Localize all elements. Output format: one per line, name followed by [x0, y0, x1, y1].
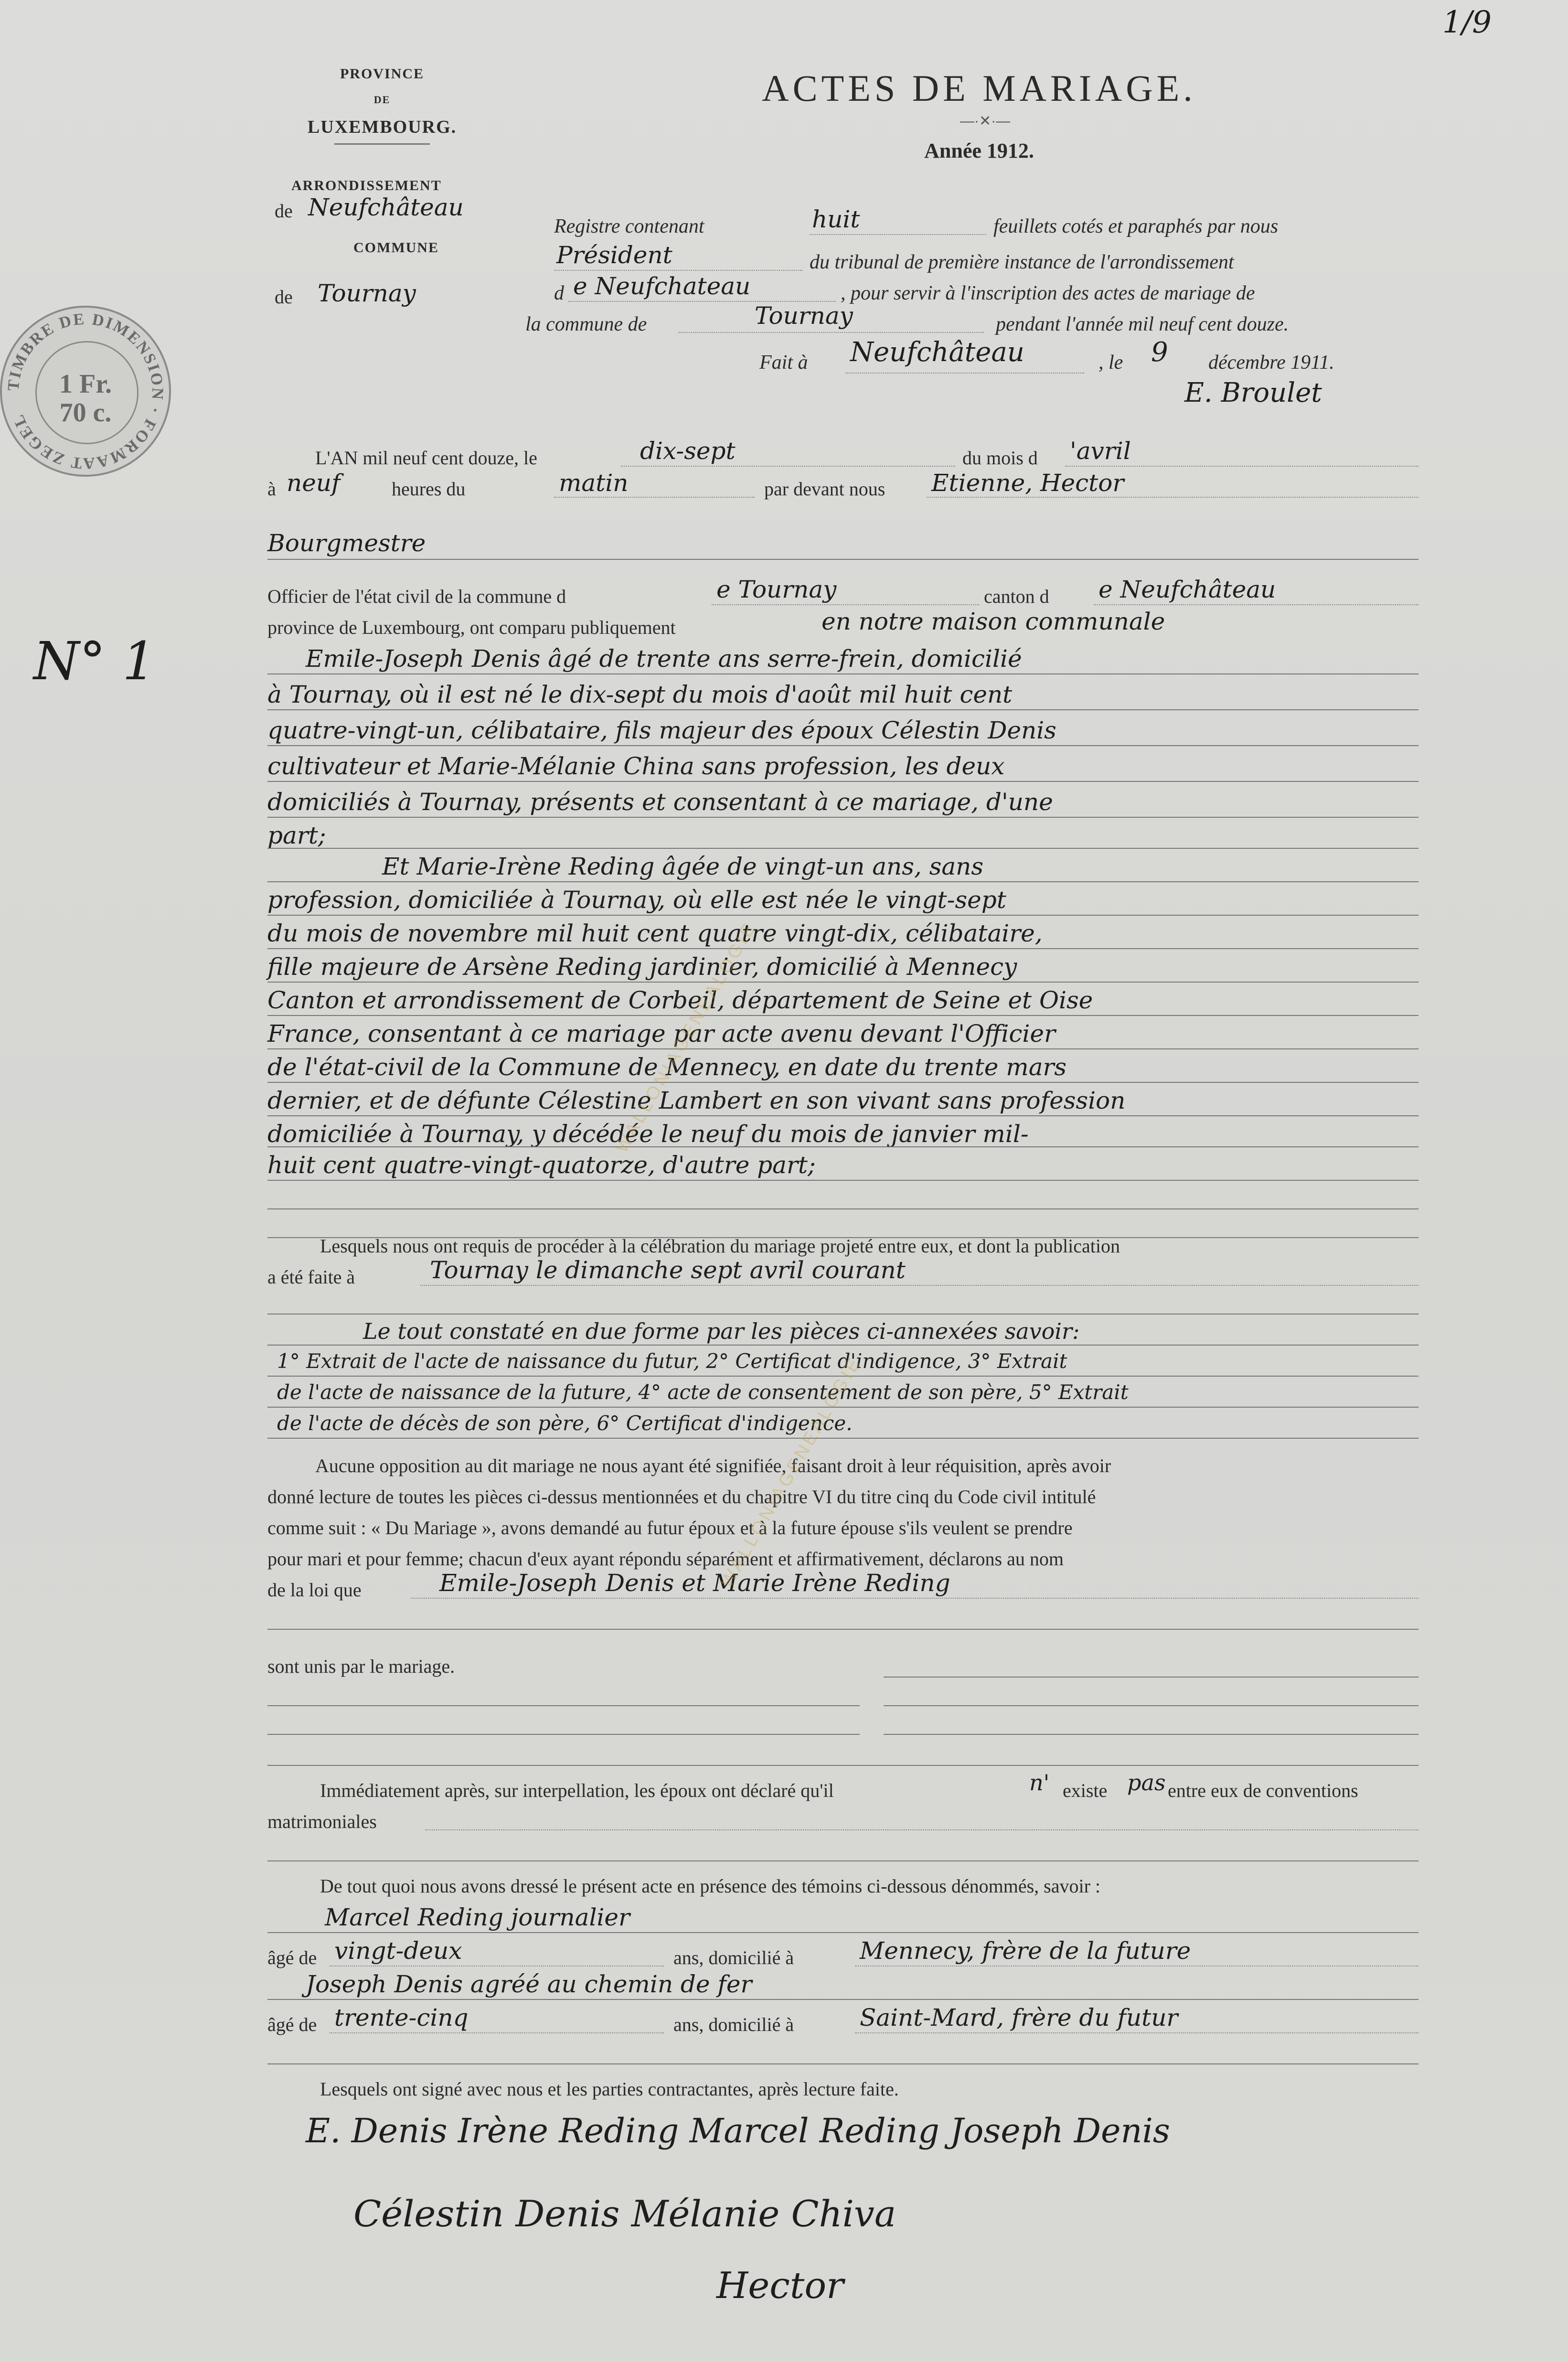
act-signes: Lesquels ont signé avec nous et les parties contractantes, après lecture faite. — [320, 2078, 899, 2100]
act-immediat-b: existe — [1063, 1780, 1108, 1801]
seal-price — [45, 370, 126, 427]
comparant-line: du mois de novembre mil huit cent quatre vingt-dix, célibataire, — [267, 919, 1043, 947]
act-loi-hw: Emile-Joseph Denis et Marie Irène Reding — [439, 1569, 950, 1597]
temoin2-age: âgé de — [267, 2014, 317, 2035]
signatures-row-2: Célestin Denis Mélanie Chiva — [353, 2192, 896, 2235]
watermark: WALLONIAGENEALOGIE — [611, 918, 761, 1156]
temoin1-dom: ans, domicilié à — [673, 1947, 794, 1968]
opposition-line: comme suit : « Du Mariage », avons demandé au futur époux et à la future épouse s'ils veulent se prendre — [267, 1517, 1073, 1539]
fiscal-stamp-seal — [0, 306, 171, 477]
seal-price-fr: 1 Fr. — [59, 369, 112, 399]
comparant-line: huit cent quatre-vingt-quatorze, d'autre part; — [267, 1151, 816, 1179]
arrondissement-de: de — [275, 200, 293, 222]
act-immediat: Immédiatement après, sur interpellation, les époux ont déclaré qu'il — [320, 1780, 834, 1801]
act-heures-hw: neuf — [287, 469, 341, 497]
comparant-line: Emile-Joseph Denis âgé de trente ans serre-frein, domicilié — [306, 645, 1022, 673]
officer-signature: Hector — [716, 2264, 844, 2307]
temoin1-age-hw: vingt-deux — [334, 1937, 462, 1965]
comparant-line: Et Marie-Irène Reding âgée de vingt-un ans, sans — [382, 853, 984, 880]
register-l4-hw: Tournay — [755, 302, 853, 330]
act-province: province de Luxembourg, ont comparu publiquement — [267, 617, 676, 638]
comparant-line: profession, domiciliée à Tournay, où elle est née le vingt-sept — [267, 886, 1006, 914]
comparant-line: cultivateur et Marie-Mélanie China sans profession, les deux — [267, 752, 1005, 780]
act-loi: de la loi que — [267, 1579, 362, 1601]
register-signature: E. Broulet — [1184, 377, 1322, 408]
comparant-line: fille majeure de Arsène Reding jardinier, domicilié à Mennecy — [267, 953, 1017, 981]
temoin2-dom-hw: Saint-Mard, frère du futur — [860, 2004, 1178, 2031]
commune-value: Tournay — [318, 279, 416, 307]
comparant-line: quatre-vingt-un, célibataire, fils majeur des époux Célestin Denis — [267, 716, 1056, 744]
province-name: LUXEMBOURG. — [307, 117, 457, 137]
comparant-line: France, consentant à ce mariage par acte avenu devant l'Officier — [267, 1020, 1056, 1047]
act-publication-hw: Tournay le dimanche sept avril courant — [430, 1256, 906, 1284]
comparant-line: de l'état-civil de la Commune de Mennecy, en date du trente mars — [267, 1053, 1067, 1081]
temoin1-age: âgé de — [267, 1947, 317, 1968]
act-canton: canton d — [984, 586, 1049, 607]
pieces-line: 1° Extrait de l'acte de naissance du futur, 2° Certificat d'indigence, 3° Extrait — [277, 1349, 1067, 1373]
register-fait-hw: Neufchâteau — [850, 337, 1024, 368]
pieces-line: de l'acte de naissance de la future, 4° acte de consentement de son père, 5° Extrait — [277, 1380, 1129, 1404]
temoin1-dom-hw: Mennecy, frère de la future — [860, 1937, 1191, 1965]
opposition-line: donné lecture de toutes les pièces ci-dessus mentionnées et du chapitre VI du titre cinq du Code civil intitulé — [267, 1486, 1096, 1507]
province-de: DE — [373, 94, 391, 106]
commune-label: COMMUNE — [353, 240, 439, 256]
act-number: N° 1 — [33, 631, 156, 692]
act-immediat-hw1: n' — [1029, 1770, 1050, 1796]
register-l3b: , pour servir à l'inscription des actes de mariage de — [841, 282, 1255, 304]
temoin1-name-hw: Marcel Reding journalier — [325, 1903, 630, 1931]
act-bourgmestre-hw: Bourgmestre — [267, 529, 426, 557]
register-l2-hw: Président — [556, 241, 672, 269]
act-officier-hw: e Tournay — [716, 576, 837, 603]
act-devant-hw: Etienne, Hector — [931, 469, 1124, 497]
register-l4a: la commune de — [525, 313, 647, 335]
act-lesquels: Lesquels nous ont requis de procéder à la célébration du mariage projeté entre eux, et dont la publication — [320, 1235, 1120, 1257]
commune-de: de — [275, 286, 293, 308]
comparant-line: part; — [267, 822, 326, 849]
act-mois-hw: 'avril — [1070, 437, 1131, 465]
signatures-row-1: E. Denis Irène Reding Marcel Reding Joseph Denis — [306, 2111, 1170, 2150]
act-canton-hw: e Neufchâteau — [1099, 576, 1276, 603]
pieces-line: de l'acte de décès de son père, 6° Certificat d'indigence. — [277, 1411, 853, 1435]
register-l1b: feuillets cotés et paraphés par nous — [993, 215, 1279, 237]
register-l1-hw: huit — [812, 205, 860, 233]
pieces-line: Le tout constaté en due forme par les pièces ci-annexées savoir: — [363, 1318, 1080, 1344]
opposition-line: Aucune opposition au dit mariage ne nous ayant été signifiée, faisant droit à leur réquisition, après avoir — [315, 1455, 1111, 1476]
comparant-line: domiciliée à Tournay, y décédée le neuf du mois de janvier mil- — [267, 1120, 1029, 1148]
register-l2b: du tribunal de première instance de l'arrondissement — [810, 251, 1234, 273]
arrondissement-label: ARRONDISSEMENT — [291, 178, 442, 193]
comparant-line: domiciliés à Tournay, présents et consentant à ce mariage, d'une — [267, 788, 1053, 816]
seal-price-c: 70 c. — [59, 398, 112, 428]
register-le: , le — [1099, 352, 1123, 374]
act-heures: heures du — [392, 478, 466, 500]
opposition-line: pour mari et pour femme; chacun d'eux ayant répondu séparément et affirmativement, déclarons au nom — [267, 1548, 1064, 1570]
page-number: 1/9 — [1442, 5, 1492, 40]
act-province-hw: en notre maison communale — [821, 608, 1165, 635]
province-label: PROVINCE — [340, 66, 424, 82]
register-fait: Fait à — [759, 352, 808, 374]
year-label: Année 1912. — [924, 139, 1034, 162]
act-officier: Officier de l'état civil de la commune d — [267, 586, 566, 607]
arrondissement-value: Neufchâteau — [308, 193, 464, 221]
act-an-hw: dix-sept — [640, 437, 736, 465]
temoin2-dom: ans, domicilié à — [673, 2014, 794, 2035]
comparant-line: à Tournay, où il est né le dix-sept du mois d'août mil huit cent — [267, 681, 1013, 708]
act-publication: a été faite à — [267, 1266, 355, 1288]
temoin2-name-hw: Joseph Denis agréé au chemin de fer — [306, 1970, 752, 1998]
act-devant: par devant nous — [764, 478, 885, 500]
act-matrimoniales: matrimoniales — [267, 1811, 377, 1832]
watermark: WALLONIAGENEALOGIE — [716, 1352, 866, 1591]
act-mois: du mois d — [962, 447, 1038, 469]
comparant-line: dernier, et de défunte Célestine Lambert en son vivant sans profession — [267, 1087, 1126, 1114]
act-matin-hw: matin — [559, 469, 629, 497]
act-a: à — [267, 478, 276, 500]
act-immediat-hw2: pas — [1127, 1770, 1166, 1796]
register-le-hw: 9 — [1151, 337, 1168, 368]
page-title: ACTES DE MARIAGE. — [762, 67, 1196, 109]
comparant-line: Canton et arrondissement de Corbeil, département de Seine et Oise — [267, 986, 1093, 1014]
act-an: L'AN mil neuf cent douze, le — [315, 447, 537, 469]
svg-text:TIMBRE DE DIMENSION · FORMAAT: TIMBRE DE DIMENSION · FORMAAT ZEGEL — [4, 310, 167, 472]
register-l3-hw: e Neufchateau — [573, 272, 751, 300]
act-unis: sont unis par le mariage. — [267, 1656, 455, 1677]
temoin2-age-hw: trente-cinq — [334, 2004, 469, 2031]
register-date: décembre 1911. — [1208, 352, 1334, 374]
act-temoins-intro: De tout quoi nous avons dressé le présent acte en présence des témoins ci-dessous dénommés, savoir : — [320, 1875, 1101, 1897]
act-immediat-c: entre eux de conventions — [1168, 1780, 1358, 1801]
register-l4b: pendant l'année mil neuf cent douze. — [996, 313, 1289, 335]
register-l1a: Registre contenant — [554, 215, 704, 237]
register-l3a: d — [554, 282, 564, 304]
title-ornament: —·✕·— — [960, 113, 1011, 129]
